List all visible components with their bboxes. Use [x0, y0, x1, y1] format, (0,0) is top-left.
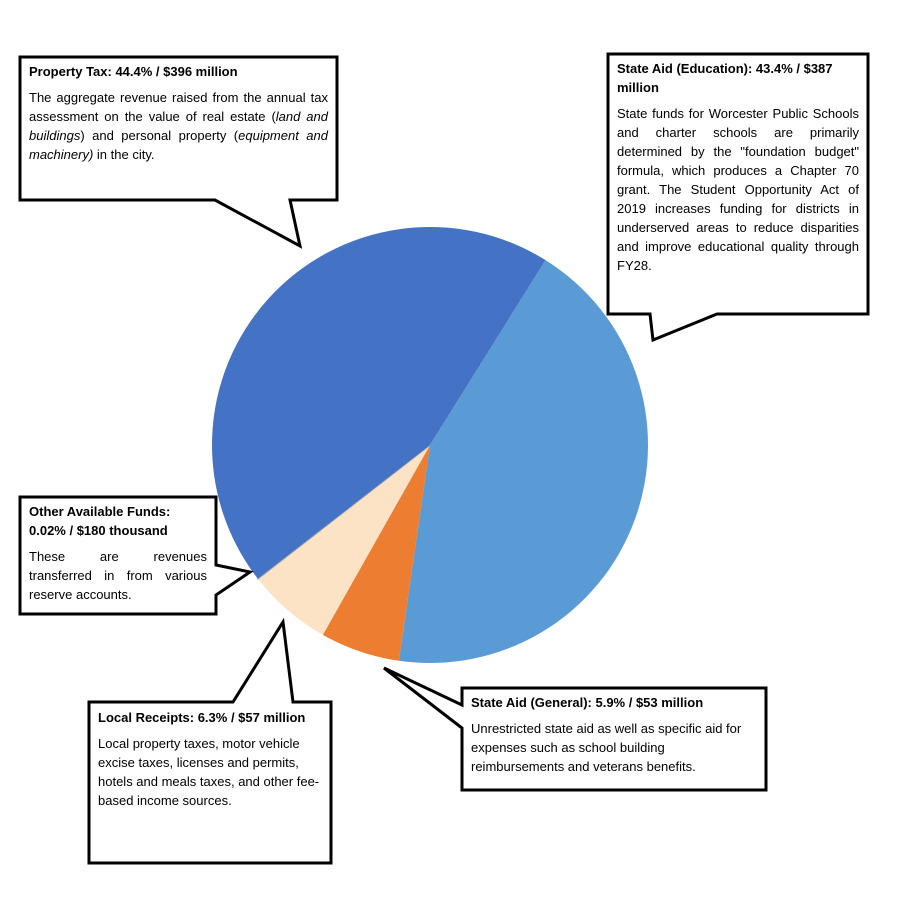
callout-description: State funds for Worcester Public Schools and charter schools are primarily determined by the "foundation budget" formula, which produces a Chapter 70 grant. The Student Opportunity Act of 2019 increases funding for districts in underserved areas to reduce disparities and improve educational quality through FY28.	[617, 106, 859, 273]
callout-local-receipts	[90, 704, 330, 810]
callout-title: Local Receipts: 6.3% / $57 million	[98, 710, 306, 725]
callout-description: The aggregate revenue raised from the annual tax assessment on the value of real estate (land and buildings) and personal property (equipment and machinery) in the city.	[29, 90, 329, 162]
callout-description: Unrestricted state aid as well as specific aid for expenses such as school building reimbursements and veterans benefits.	[471, 721, 742, 774]
callout-state-aid-general	[463, 689, 765, 776]
callout-title: State Aid (General): 5.9% / $53 million	[471, 695, 704, 710]
callout-state-aid-education	[609, 55, 867, 275]
callout-other-available-funds	[21, 498, 215, 604]
callout-description: These are revenues transferred in from various reserve accounts.	[29, 549, 207, 602]
callout-title: Other Available Funds: 0.02% / $180 thousand	[29, 504, 171, 538]
pie-slices	[212, 227, 648, 663]
callout-title: State Aid (Education): 43.4% / $387 million	[617, 61, 833, 95]
callout-description: Local property taxes, motor vehicle excise taxes, licenses and permits, hotels and meals taxes, and other fee-based income sources.	[98, 736, 320, 808]
callout-property-tax	[21, 58, 336, 164]
callout-title: Property Tax: 44.4% / $396 million	[29, 64, 238, 79]
